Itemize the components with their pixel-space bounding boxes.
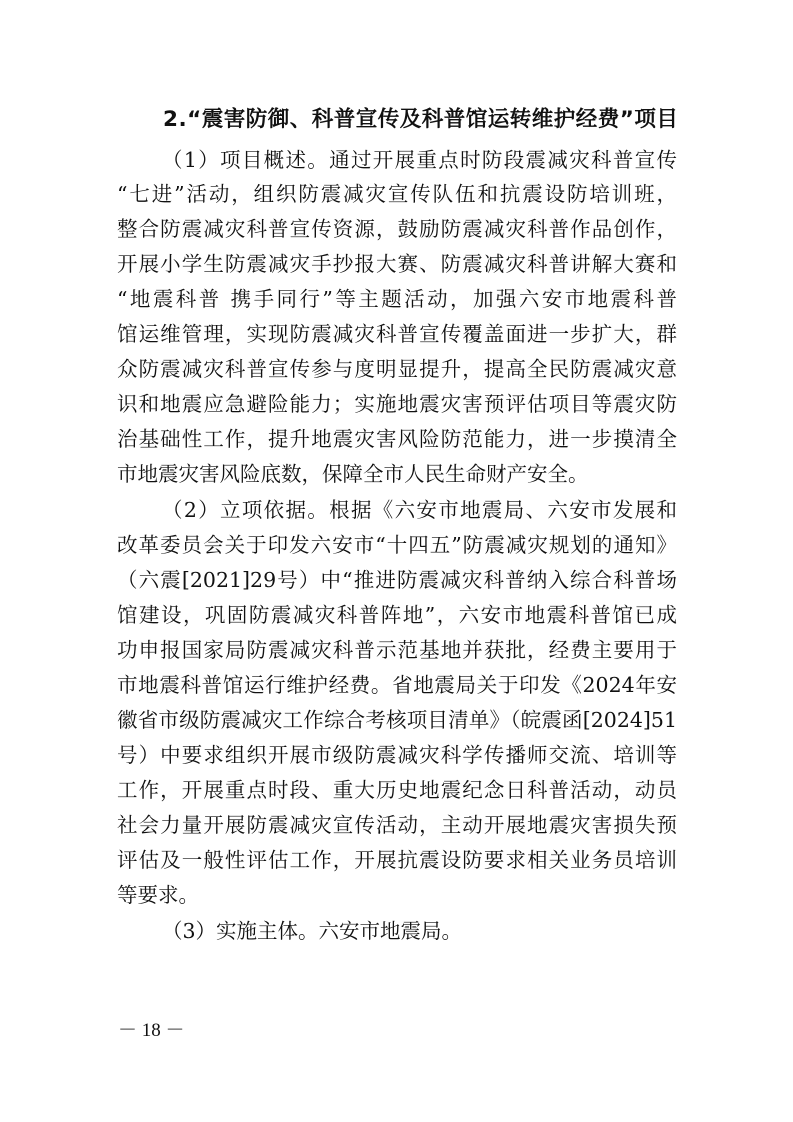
paragraph-1-line-10: 市地震灾害风险底数，保障全市人民生命财产安全。 [117, 462, 589, 486]
paragraph-2-line-11: 评估及一般性评估工作，开展抗震设防要求相关业务员培训 [117, 848, 677, 872]
paragraph-2-line-4: 馆建设，巩固防震减灾科普阵地”，六安市地震科普馆已成 [117, 603, 677, 627]
section-heading: 2.“震害防御、科普宣传及科普馆运转维护经费”项目 [163, 107, 679, 132]
paragraph-2-line-1: （2）立项依据。根据《六安市地震局、六安市发展和 [162, 498, 677, 522]
paragraph-2-line-6: 市地震科普馆运行维护经费。省地震局关于印发《2024年安 [117, 673, 677, 697]
paragraph-2-line-12: 等要求。 [117, 883, 199, 907]
paragraph-2-line-2: 改革委员会关于印发六安市“十四五”防震减灾规划的通知》 [117, 533, 677, 557]
paragraph-1-line-8: 识和地震应急避险能力；实施地震灾害预评估项目等震灾防 [117, 392, 677, 416]
paragraph-1-line-5: “地震科普 携手同行”等主题活动，加强六安市地震科普 [117, 287, 677, 311]
paragraph-2-line-8: 号）中要求组织开展市级防震减灾科学传播师交流、培训等 [117, 743, 677, 767]
paragraph-1-line-9: 治基础性工作，提升地震灾害风险防范能力，进一步摸清全 [117, 427, 677, 451]
paragraph-1-line-4: 开展小学生防震减灾手抄报大赛、防震减灾科普讲解大赛和 [117, 252, 677, 276]
paragraph-1-line-3: 整合防震减灾科普宣传资源，鼓励防震减灾科普作品创作， [117, 217, 677, 241]
paragraph-2-line-3: （六震[2021]29号）中“推进防震减灾科普纳入综合科普场 [117, 568, 677, 592]
paragraph-2-line-10: 社会力量开展防震减灾宣传活动，主动开展地震灾害损失预 [117, 813, 677, 837]
paragraph-2-line-7: 徽省市级防震减灾工作综合考核项目清单》（皖震函[2024]51 [117, 708, 677, 732]
paragraph-1-line-6: 馆运维管理，实现防震减灾科普宣传覆盖面进一步扩大，群 [117, 322, 677, 346]
paragraph-1-line-1: （1）项目概述。通过开展重点时防段震减灾科普宣传 [162, 148, 677, 172]
paragraph-3-line-1: （3）实施主体。六安市地震局。 [162, 919, 463, 943]
paragraph-1-line-7: 众防震减灾科普宣传参与度明显提升，提高全民防震减灾意 [117, 357, 677, 381]
page-number: － 18 － [118, 1020, 185, 1041]
paragraph-2-line-5: 功申报国家局防震减灾科普示范基地并获批，经费主要用于 [117, 638, 677, 662]
paragraph-2-line-9: 工作，开展重点时段、重大历史地震纪念日科普活动，动员 [117, 778, 677, 802]
paragraph-1-line-2: “七进”活动，组织防震减灾宣传队伍和抗震设防培训班， [117, 182, 677, 206]
